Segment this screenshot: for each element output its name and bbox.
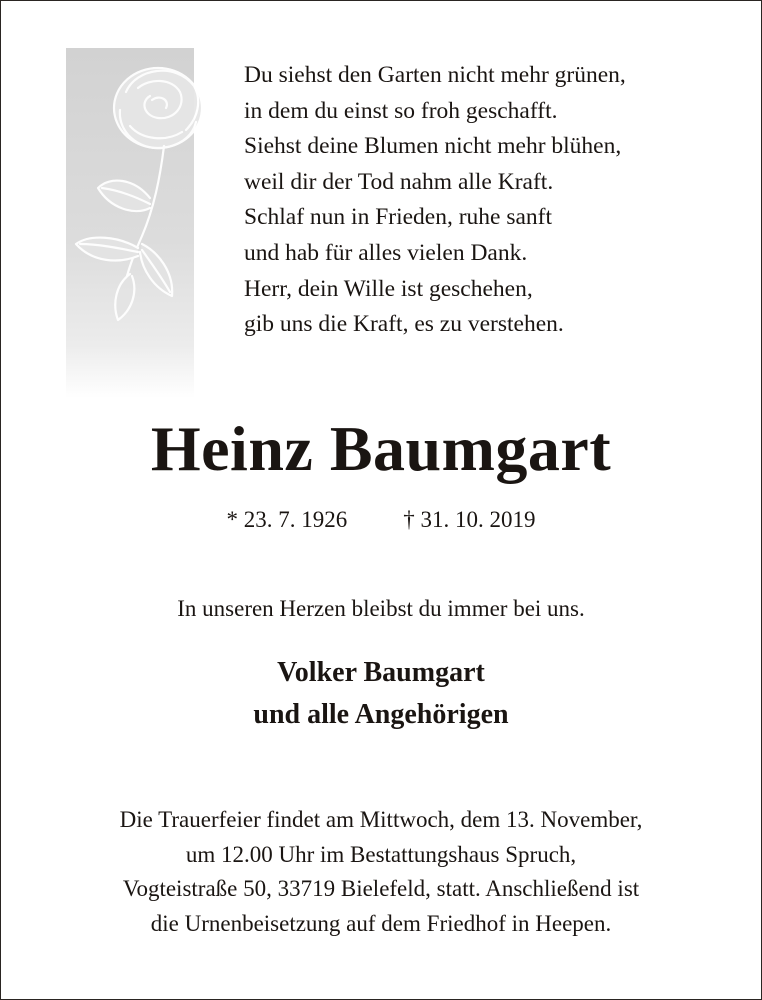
rose-image-panel [66,48,194,398]
poem-line: weil dir der Tod nahm alle Kraft. [244,168,554,195]
birth-date: * 23. 7. 1926 [226,507,348,532]
poem-line: in dem du einst so froh geschafft. [244,97,558,124]
notice-line: Vogteistraße 50, 33719 Bielefeld, statt. Anschließend ist [122,876,640,901]
notice-line: die Urnenbeisetzung auf dem Friedhof in Heepen. [150,910,612,936]
notice-line: um 12.00 Uhr im Bestattungshaus Spruch, [185,841,577,867]
poem-line: Herr, dein Wille ist geschehen, [244,275,533,302]
mourners [0,652,762,736]
funeral-notice [0,803,762,941]
mourner-line: Volker Baumgart [277,657,485,688]
poem-line: und hab für alles vielen Dank. [244,239,528,266]
death-date: † 31. 10. 2019 [403,507,536,532]
deceased-name: Heinz Baumgart [150,413,612,484]
poem-line: Schlaf nun in Frieden, ruhe sanft [244,204,553,231]
life-dates [0,507,762,533]
poem-line: Siehst deine Blumen nicht mehr blühen, [244,133,622,160]
rose-icon [46,48,214,348]
poem-line: Du siehst den Garten nicht mehr grünen, [244,62,626,88]
poem-line: gib uns die Kraft, es zu verstehen. [244,311,564,338]
poem [244,58,744,343]
memorial-tagline: In unseren Herzen bleibst du immer bei uns. [177,596,585,621]
mourner-line: und alle Angehörigen [253,699,509,730]
notice-line: Die Trauerfeier findet am Mittwoch, dem 13. November, [119,807,643,832]
